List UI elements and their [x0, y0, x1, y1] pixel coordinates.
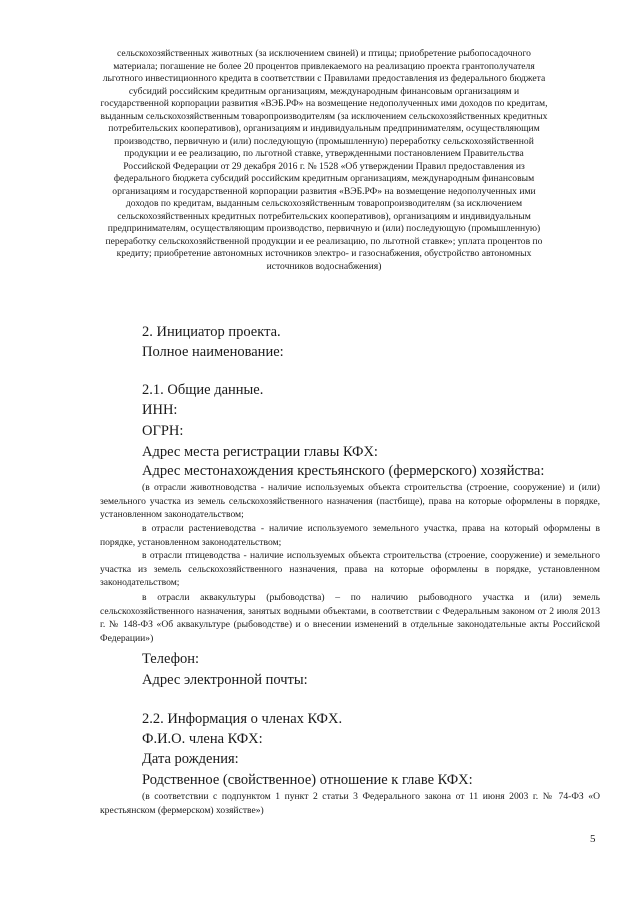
relation-note	[100, 790, 600, 817]
inn-label: ИНН:	[142, 402, 178, 418]
email-label: Адрес электронной почты:	[142, 672, 308, 688]
note-crop-text: в отрасли растениеводства - наличие используемого земельного участка, права на который оформлены в порядке, установленном законодательством;	[100, 523, 600, 548]
note-livestock	[100, 481, 600, 522]
note-crop	[100, 522, 600, 549]
intro-paragraph: сельскохозяйственных животных (за исключением свиней) и птицы; приобретение рыбопосадочного материала; погашение не более 20 процентов привлекаемого на реализацию проекта грантополучателя льготного инвестиционного кредита в соответствии с Правилами предоставления из федерального бюджета субсидий российским кредитным организациям, международным финансовым организациям и государственной корпорации развития «ВЭБ.РФ» на возмещение недополученных ими доходов по кредитам, выданным сельскохозяйственным товаропроизводителям (за исключением сельскохозяйственных кредитных потребительских кооперативов), организациям и индивидуальным предпринимателям, осуществляющим производство, первичную и (или) последующую (промышленную) переработку сельскохозяйственной продукции и ее реализацию, по льготной ставке, утвержденными постановлением Правительства Российской Федерации от 29 декабря 2016 г. № 1528 «Об утверждении Правил предоставления из федерального бюджета субсидий российским кредитным организациям, международным финансовым организациям и государственной корпорации развития «ВЭБ.РФ» на возмещение недополученных ими доходов по кредитам, выданным сельскохозяйственным товаропроизводителям (за исключением сельскохозяйственных кредитных потребительских кооперативов), организациям и индивидуальным предпринимателям, осуществляющим производство, первичную и (или) последующую (промышленную) переработку сельскохозяйственной продукции и ее реализацию, по льготной ставке»; уплата процентов по кредиту; приобретение автономных источников электро- и газоснабжения, обустройство автономных источников водоснабжения)	[100, 48, 548, 272]
section-2-title: 2. Инициатор проекта.	[142, 324, 281, 340]
note-livestock-text: (в отрасли животноводства - наличие используемых объекта строительства (строение, сооружение) и (или) земельного участка из земель сельскохозяйственного назначения (пастбище), права на которые оформлены в порядке, установленном законодательством;	[100, 482, 600, 521]
registration-address-label: Адрес места регистрации главы КФХ:	[142, 444, 378, 460]
member-name-label: Ф.И.О. члена КФХ:	[142, 731, 263, 747]
birth-date-label: Дата рождения:	[142, 751, 239, 767]
note-poultry-text: в отрасли птицеводства - наличие используемых объекта строительства (строение, сооружение) и земельного участка из земель сельскохозяйственного назначения, права на которые оформлены в порядке, установленном законодательством;	[100, 550, 600, 589]
page-number: 5	[590, 833, 596, 845]
section-2-1-title: 2.1. Общие данные.	[142, 382, 264, 398]
relation-note-text: (в соответствии с подпунктом 1 пункт 2 статьи 3 Федерального закона от 11 июня 2003 г. № 74-ФЗ «О крестьянском (фермерском) хозяйстве»)	[100, 791, 600, 816]
full-name-label: Полное наименование:	[142, 344, 284, 360]
section-2-2-title: 2.2. Информация о членах КФХ.	[142, 711, 343, 727]
note-aquaculture	[100, 591, 600, 645]
relation-label: Родственное (свойственное) отношение к главе КФХ:	[142, 772, 473, 788]
note-aquaculture-text: в отрасли аквакультуры (рыбоводства) – по наличию рыбоводного участка и (или) земель сельскохозяйственного назначения, занятых водными объектами, в соответствии с Федеральным законом от 2 июля 2013 г. № 148-ФЗ «Об аквакультуре (рыбоводстве) и о внесении изменений в отдельные законодательные акты Российской Федерации»)	[100, 592, 600, 644]
ogrn-label: ОГРН:	[142, 423, 184, 439]
location-address-label: Адрес местонахождения крестьянского (фермерского) хозяйства:	[142, 463, 545, 479]
phone-label: Телефон:	[142, 651, 200, 667]
note-poultry	[100, 549, 600, 590]
